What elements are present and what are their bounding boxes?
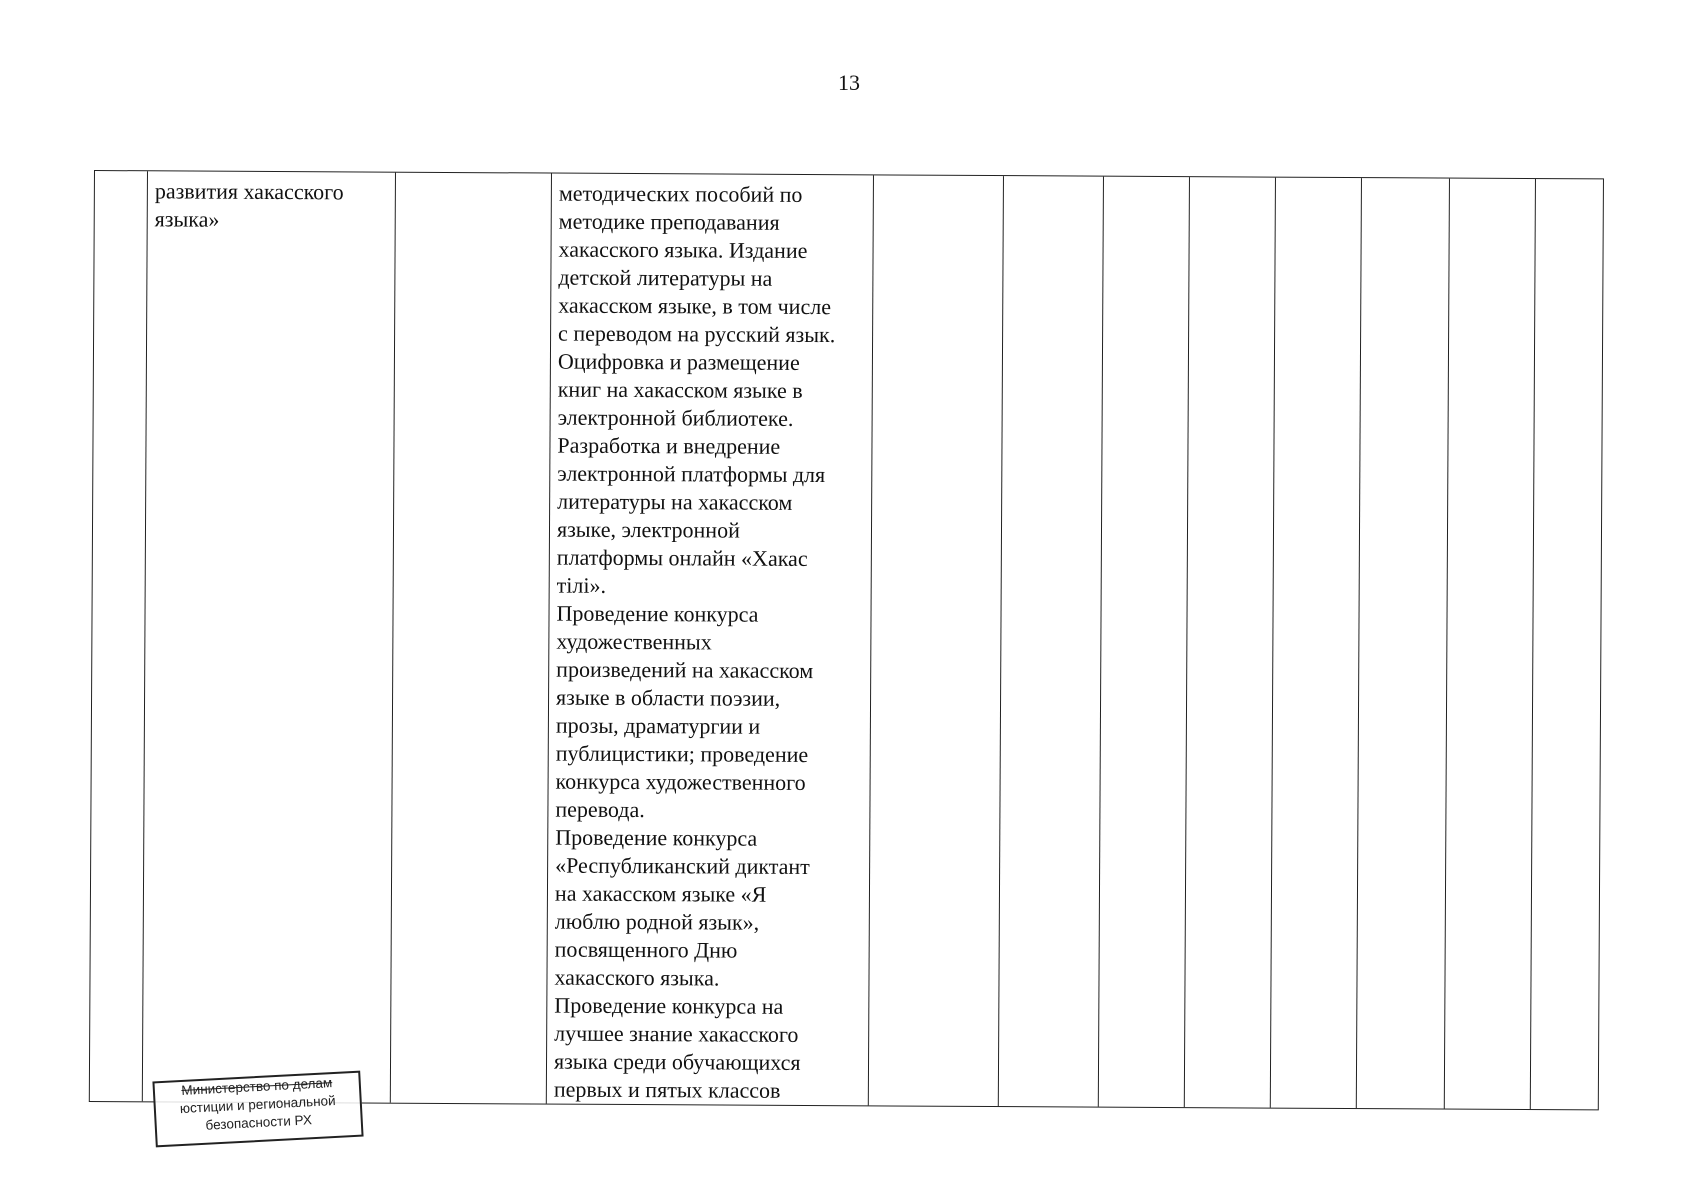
stamp-line-2: юстиции и региональной xyxy=(179,1092,336,1117)
table-column-divider xyxy=(546,174,552,1104)
registration-stamp xyxy=(152,1071,363,1148)
table-column-divider xyxy=(1444,179,1450,1109)
table-column-divider xyxy=(998,176,1004,1106)
table-column-divider xyxy=(1270,178,1276,1108)
table-column-divider xyxy=(1098,177,1104,1107)
table-column-divider xyxy=(1184,177,1190,1107)
stamp-line-1: Министерство по делам xyxy=(181,1075,333,1098)
program-title-cell: развития хакасского языка» xyxy=(154,178,344,232)
page-number: 13 xyxy=(838,70,860,95)
document-table xyxy=(89,170,1604,1110)
table-column-divider xyxy=(1530,179,1536,1109)
stamp-line-3: безопасности РХ xyxy=(205,1112,313,1133)
table-column-divider xyxy=(1356,178,1362,1108)
table-column-divider xyxy=(142,171,148,1101)
table-column-divider xyxy=(390,173,396,1103)
activities-cell: методических пособий по методике преподавания хакасского языка. Издание детской литературы на хакасском языке, в том числе с переводом на русский язык. Оцифровка и размещение книг на хакасском языке в электронной библиотеке. Разработка и внедрение электронной платформы для литературы на хакасском языке, электронной платформы онлайн «Хакас тілі». Проведение конкурса художественных произведений на хакасском языке в области поэзии, прозы, драматургии и публицистики; проведение конкурса художественного перевода. Проведение конкурса «Республиканский диктант на хакасском языке «Я люблю родной язык», посвященного Дню хакасского языка. Проведение конкурса на лучшее знание хакасского языка среди обучающихся первых и пятых классов xyxy=(553,180,836,1103)
